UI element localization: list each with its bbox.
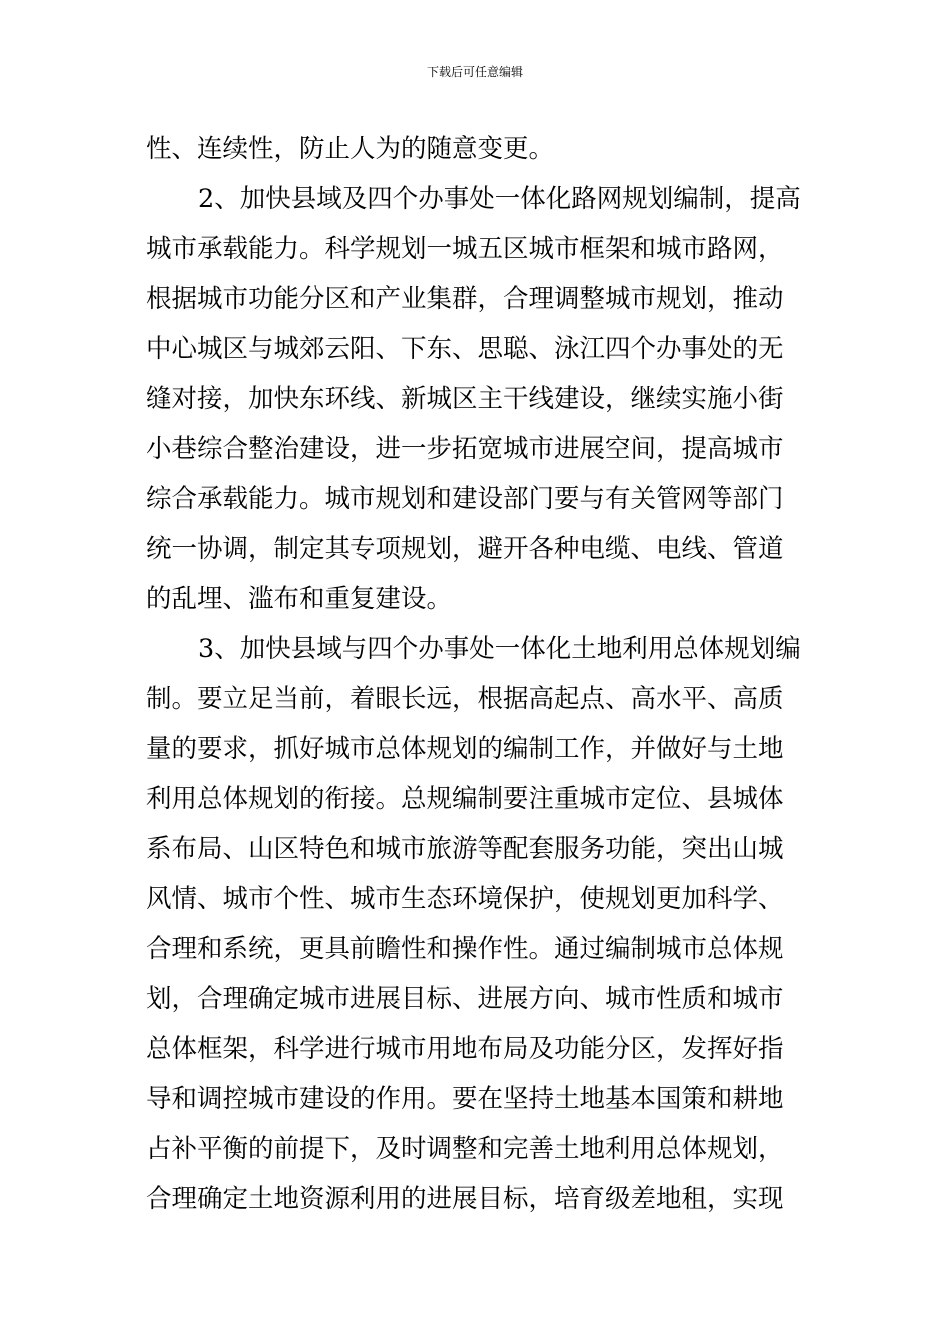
text-line: 风情、城市个性、城市生态环境保护，使规划更加科学、 <box>146 884 784 914</box>
text-line: 的乱埋、滥布和重复建设。 <box>146 584 453 614</box>
text-line: 缝对接，加快东环线、新城区主干线建设，继续实施小街 <box>146 384 784 414</box>
text-line: 量的要求，抓好城市总体规划的编制工作，并做好与土地 <box>146 734 784 764</box>
paragraph-start-line: 2、加快县域及四个办事处一体化路网规划编制，提高 <box>198 184 801 214</box>
text-line: 中心城区与城郊云阳、下东、思聪、泳江四个办事处的无 <box>146 334 784 364</box>
text-line: 综合承载能力。城市规划和建设部门要与有关管网等部门 <box>146 484 784 514</box>
text-line: 划，合理确定城市进展目标、进展方向、城市性质和城市 <box>146 984 784 1014</box>
text-line: 制。要立足当前，着眼长远，根据高起点、高水平、高质 <box>146 684 784 714</box>
text-line: 系布局、山区特色和城市旅游等配套服务功能，突出山城 <box>146 834 784 864</box>
text-line: 导和调控城市建设的作用。要在坚持土地基本国策和耕地 <box>146 1084 784 1114</box>
text-line: 占补平衡的前提下，及时调整和完善土地利用总体规划， <box>146 1134 784 1164</box>
text-line: 总体框架，科学进行城市用地布局及功能分区，发挥好指 <box>146 1034 784 1064</box>
text-line: 根据城市功能分区和产业集群，合理调整城市规划，推动 <box>146 284 784 314</box>
text-line: 合理和系统，更具前瞻性和操作性。通过编制城市总体规 <box>146 934 784 964</box>
page-header: 下载后可任意编辑 <box>426 65 523 79</box>
text-line: 利用总体规划的衔接。总规编制要注重城市定位、县城体 <box>146 784 784 814</box>
paragraph-start-line: 3、加快县域与四个办事处一体化土地利用总体规划编 <box>198 634 801 664</box>
text-line: 合理确定土地资源利用的进展目标，培育级差地租，实现 <box>146 1184 784 1214</box>
text-line: 统一协调，制定其专项规划，避开各种电缆、电线、管道 <box>146 534 784 564</box>
text-line: 性、连续性，防止人为的随意变更。 <box>146 134 555 164</box>
text-line: 小巷综合整治建设，进一步拓宽城市进展空间，提高城市 <box>146 434 784 464</box>
text-line: 城市承载能力。科学规划一城五区城市框架和城市路网， <box>146 234 784 264</box>
document-body <box>146 124 810 1224</box>
